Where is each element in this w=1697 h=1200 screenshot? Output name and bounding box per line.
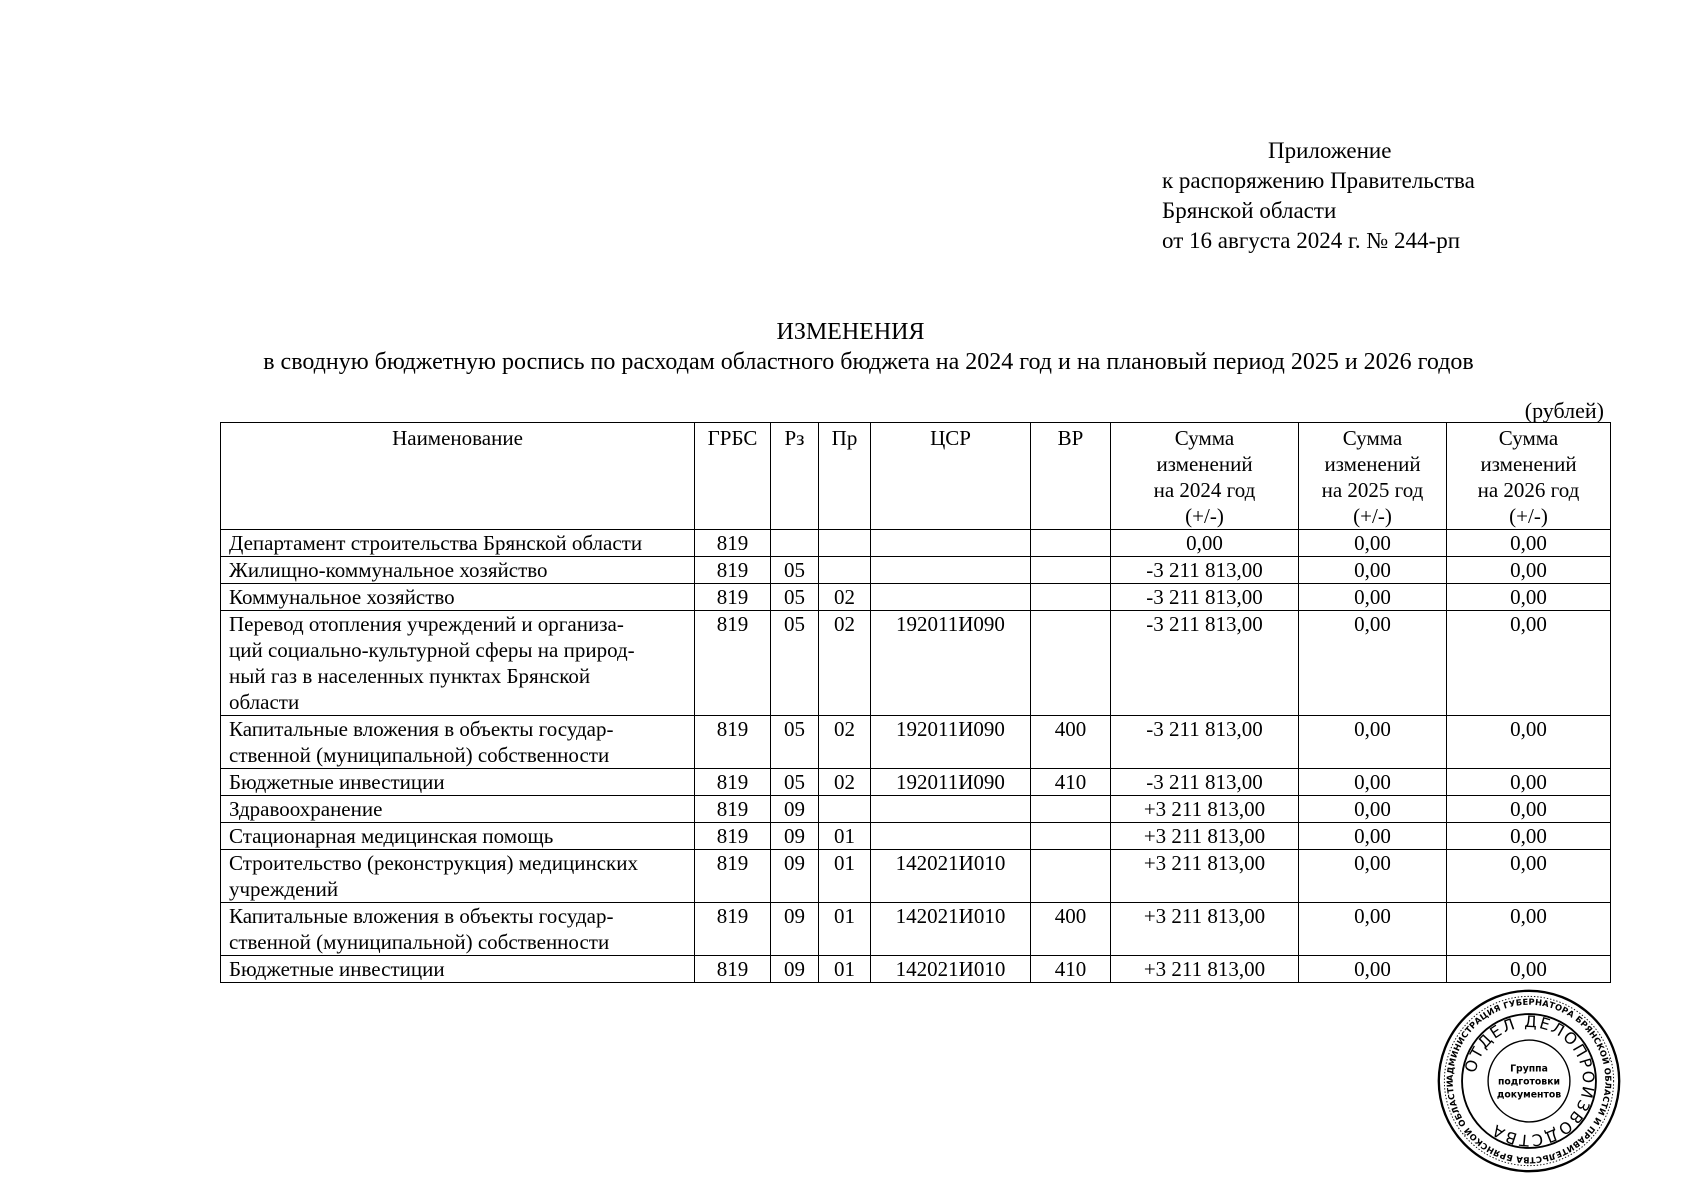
cell-csr: 142021И010 (871, 903, 1031, 956)
cell-rz: 05 (771, 557, 819, 584)
cell-name: Капитальные вложения в объекты государ- ственной (муниципальной) собственности (221, 903, 695, 956)
units-label: (рублей) (1524, 398, 1604, 423)
cell-csr: 192011И090 (871, 611, 1031, 716)
cell-grbs: 819 (695, 823, 771, 850)
cell-sum-2025: 0,00 (1299, 530, 1447, 557)
header-sum-2026-line: (+/-) (1509, 504, 1548, 528)
table-header-row (221, 423, 1611, 530)
cell-rz: 05 (771, 584, 819, 611)
cell-pr (819, 557, 871, 584)
table-row (221, 796, 1611, 823)
annex-block (1162, 136, 1475, 256)
cell-sum-2024: +3 211 813,00 (1111, 903, 1299, 956)
header-sum-2025-line: изменений (1324, 452, 1421, 476)
cell-csr (871, 584, 1031, 611)
cell-pr (819, 530, 871, 557)
cell-name: Здравоохранение (221, 796, 695, 823)
cell-rz: 09 (771, 823, 819, 850)
seal-outer-text: АДМИНИСТРАЦИЯ ГУБЕРНАТОРА БРЯНСКОЙ ОБЛАСТИ И ПРАВИТЕЛЬСТВА БРЯНСКОЙ ОБЛАСТИ (1444, 996, 1614, 1166)
cell-rz: 09 (771, 796, 819, 823)
cell-sum-2026: 0,00 (1447, 584, 1611, 611)
header-sum-2026 (1447, 423, 1611, 530)
cell-rz: 09 (771, 956, 819, 983)
budget-changes-table (220, 422, 1611, 983)
cell-vr: 410 (1031, 956, 1111, 983)
cell-grbs: 819 (695, 796, 771, 823)
cell-vr (1031, 823, 1111, 850)
seal-center-line: подготовки (1497, 1076, 1561, 1088)
header-sum-2026-line: изменений (1480, 452, 1577, 476)
cell-grbs: 819 (695, 611, 771, 716)
cell-pr: 02 (819, 769, 871, 796)
cell-sum-2024: -3 211 813,00 (1111, 584, 1299, 611)
cell-sum-2024: -3 211 813,00 (1111, 557, 1299, 584)
cell-csr (871, 823, 1031, 850)
header-sum-2024-line: Сумма (1174, 426, 1235, 450)
header-name: Наименование (221, 423, 695, 530)
annex-region: Брянской области (1162, 198, 1337, 223)
cell-sum-2025: 0,00 (1299, 584, 1447, 611)
cell-rz: 05 (771, 769, 819, 796)
cell-sum-2024: -3 211 813,00 (1111, 611, 1299, 716)
cell-grbs: 819 (695, 557, 771, 584)
cell-vr (1031, 850, 1111, 903)
cell-sum-2026: 0,00 (1447, 796, 1611, 823)
cell-rz: 09 (771, 850, 819, 903)
cell-sum-2025: 0,00 (1299, 716, 1447, 769)
cell-pr: 01 (819, 823, 871, 850)
cell-sum-2026: 0,00 (1447, 716, 1611, 769)
annex-date-number: от 16 августа 2024 г. № 244-рп (1162, 228, 1461, 253)
cell-csr: 192011И090 (871, 769, 1031, 796)
cell-pr: 02 (819, 716, 871, 769)
cell-sum-2025: 0,00 (1299, 796, 1447, 823)
cell-grbs: 819 (695, 850, 771, 903)
header-sum-2026-line: на 2026 год (1477, 478, 1580, 502)
header-sum-2024-line: на 2024 год (1153, 478, 1256, 502)
cell-sum-2024: +3 211 813,00 (1111, 956, 1299, 983)
cell-sum-2024: +3 211 813,00 (1111, 850, 1299, 903)
cell-sum-2026: 0,00 (1447, 557, 1611, 584)
cell-sum-2026: 0,00 (1447, 823, 1611, 850)
header-sum-2025-line: (+/-) (1353, 504, 1392, 528)
seal-center-line: Группа (1510, 1063, 1548, 1075)
cell-csr (871, 557, 1031, 584)
cell-rz: 05 (771, 611, 819, 716)
cell-rz (771, 530, 819, 557)
cell-name: Коммунальное хозяйство (221, 584, 695, 611)
cell-sum-2025: 0,00 (1299, 557, 1447, 584)
cell-sum-2026: 0,00 (1447, 903, 1611, 956)
cell-pr: 02 (819, 611, 871, 716)
header-pr: Пр (819, 423, 871, 530)
header-sum-2025-line: Сумма (1342, 426, 1403, 450)
cell-vr (1031, 796, 1111, 823)
cell-sum-2025: 0,00 (1299, 956, 1447, 983)
cell-vr (1031, 530, 1111, 557)
table-row (221, 557, 1611, 584)
cell-sum-2025: 0,00 (1299, 850, 1447, 903)
document-heading: ИЗМЕНЕНИЯ (776, 319, 925, 345)
cell-csr (871, 530, 1031, 557)
cell-sum-2024: +3 211 813,00 (1111, 796, 1299, 823)
seal-center-line: документов (1496, 1089, 1562, 1101)
header-sum-2025 (1299, 423, 1447, 530)
cell-rz: 05 (771, 716, 819, 769)
cell-sum-2025: 0,00 (1299, 903, 1447, 956)
table-body (221, 530, 1611, 983)
cell-grbs: 819 (695, 956, 771, 983)
cell-sum-2026: 0,00 (1447, 530, 1611, 557)
cell-grbs: 819 (695, 716, 771, 769)
table-row (221, 584, 1611, 611)
cell-rz: 09 (771, 903, 819, 956)
cell-csr: 142021И010 (871, 850, 1031, 903)
header-rz: Рз (771, 423, 819, 530)
table-row (221, 769, 1611, 796)
header-sum-2025-line: на 2025 год (1321, 478, 1424, 502)
cell-name: Стационарная медицинская помощь (221, 823, 695, 850)
table-row (221, 903, 1611, 956)
cell-csr: 142021И010 (871, 956, 1031, 983)
cell-vr: 400 (1031, 903, 1111, 956)
cell-pr: 01 (819, 903, 871, 956)
header-sum-2024-line: изменений (1156, 452, 1253, 476)
cell-grbs: 819 (695, 530, 771, 557)
cell-name: Департамент строительства Брянской области (221, 530, 695, 557)
cell-vr (1031, 611, 1111, 716)
cell-vr (1031, 584, 1111, 611)
cell-sum-2026: 0,00 (1447, 850, 1611, 903)
cell-csr: 192011И090 (871, 716, 1031, 769)
document-title-block (0, 317, 1697, 377)
cell-csr (871, 796, 1031, 823)
cell-name: Перевод отопления учреждений и организа- ций социально-культурной сферы на природ- ный газ в населенных пунктах Брянской области (221, 611, 695, 716)
header-sum-2024 (1111, 423, 1299, 530)
annex-reference: к распоряжению Правительства (1162, 168, 1475, 193)
document-subheading: в сводную бюджетную роспись по расходам областного бюджета на 2024 год и на плановый период 2025 и 2026 годов (263, 349, 1474, 375)
cell-sum-2025: 0,00 (1299, 769, 1447, 796)
cell-sum-2024: 0,00 (1111, 530, 1299, 557)
cell-pr (819, 796, 871, 823)
header-sum-2026-line: Сумма (1498, 426, 1559, 450)
office-seal-stamp (1436, 988, 1622, 1174)
cell-vr: 400 (1031, 716, 1111, 769)
table-row (221, 823, 1611, 850)
cell-sum-2026: 0,00 (1447, 611, 1611, 716)
header-vr: ВР (1031, 423, 1111, 530)
cell-pr: 01 (819, 850, 871, 903)
cell-name: Бюджетные инвестиции (221, 956, 695, 983)
table-row (221, 956, 1611, 983)
cell-name: Жилищно-коммунальное хозяйство (221, 557, 695, 584)
table-row (221, 850, 1611, 903)
cell-sum-2024: +3 211 813,00 (1111, 823, 1299, 850)
cell-grbs: 819 (695, 769, 771, 796)
cell-vr: 410 (1031, 769, 1111, 796)
cell-grbs: 819 (695, 903, 771, 956)
cell-vr (1031, 557, 1111, 584)
cell-sum-2026: 0,00 (1447, 769, 1611, 796)
cell-sum-2025: 0,00 (1299, 611, 1447, 716)
cell-pr: 02 (819, 584, 871, 611)
cell-sum-2025: 0,00 (1299, 823, 1447, 850)
cell-grbs: 819 (695, 584, 771, 611)
header-csr: ЦСР (871, 423, 1031, 530)
cell-name: Строительство (реконструкция) медицинских учреждений (221, 850, 695, 903)
cell-sum-2026: 0,00 (1447, 956, 1611, 983)
cell-pr: 01 (819, 956, 871, 983)
header-sum-2024-line: (+/-) (1185, 504, 1224, 528)
table-row (221, 716, 1611, 769)
seal-middle-text: ОТДЕЛ ДЕЛОПРОИЗВОДСТВА (1460, 1011, 1599, 1151)
cell-name: Бюджетные инвестиции (221, 769, 695, 796)
table-row (221, 530, 1611, 557)
cell-name: Капитальные вложения в объекты государ- ственной (муниципальной) собственности (221, 716, 695, 769)
cell-sum-2024: -3 211 813,00 (1111, 769, 1299, 796)
header-grbs: ГРБС (695, 423, 771, 530)
cell-sum-2024: -3 211 813,00 (1111, 716, 1299, 769)
annex-title: Приложение (1268, 138, 1392, 163)
table-row (221, 611, 1611, 716)
